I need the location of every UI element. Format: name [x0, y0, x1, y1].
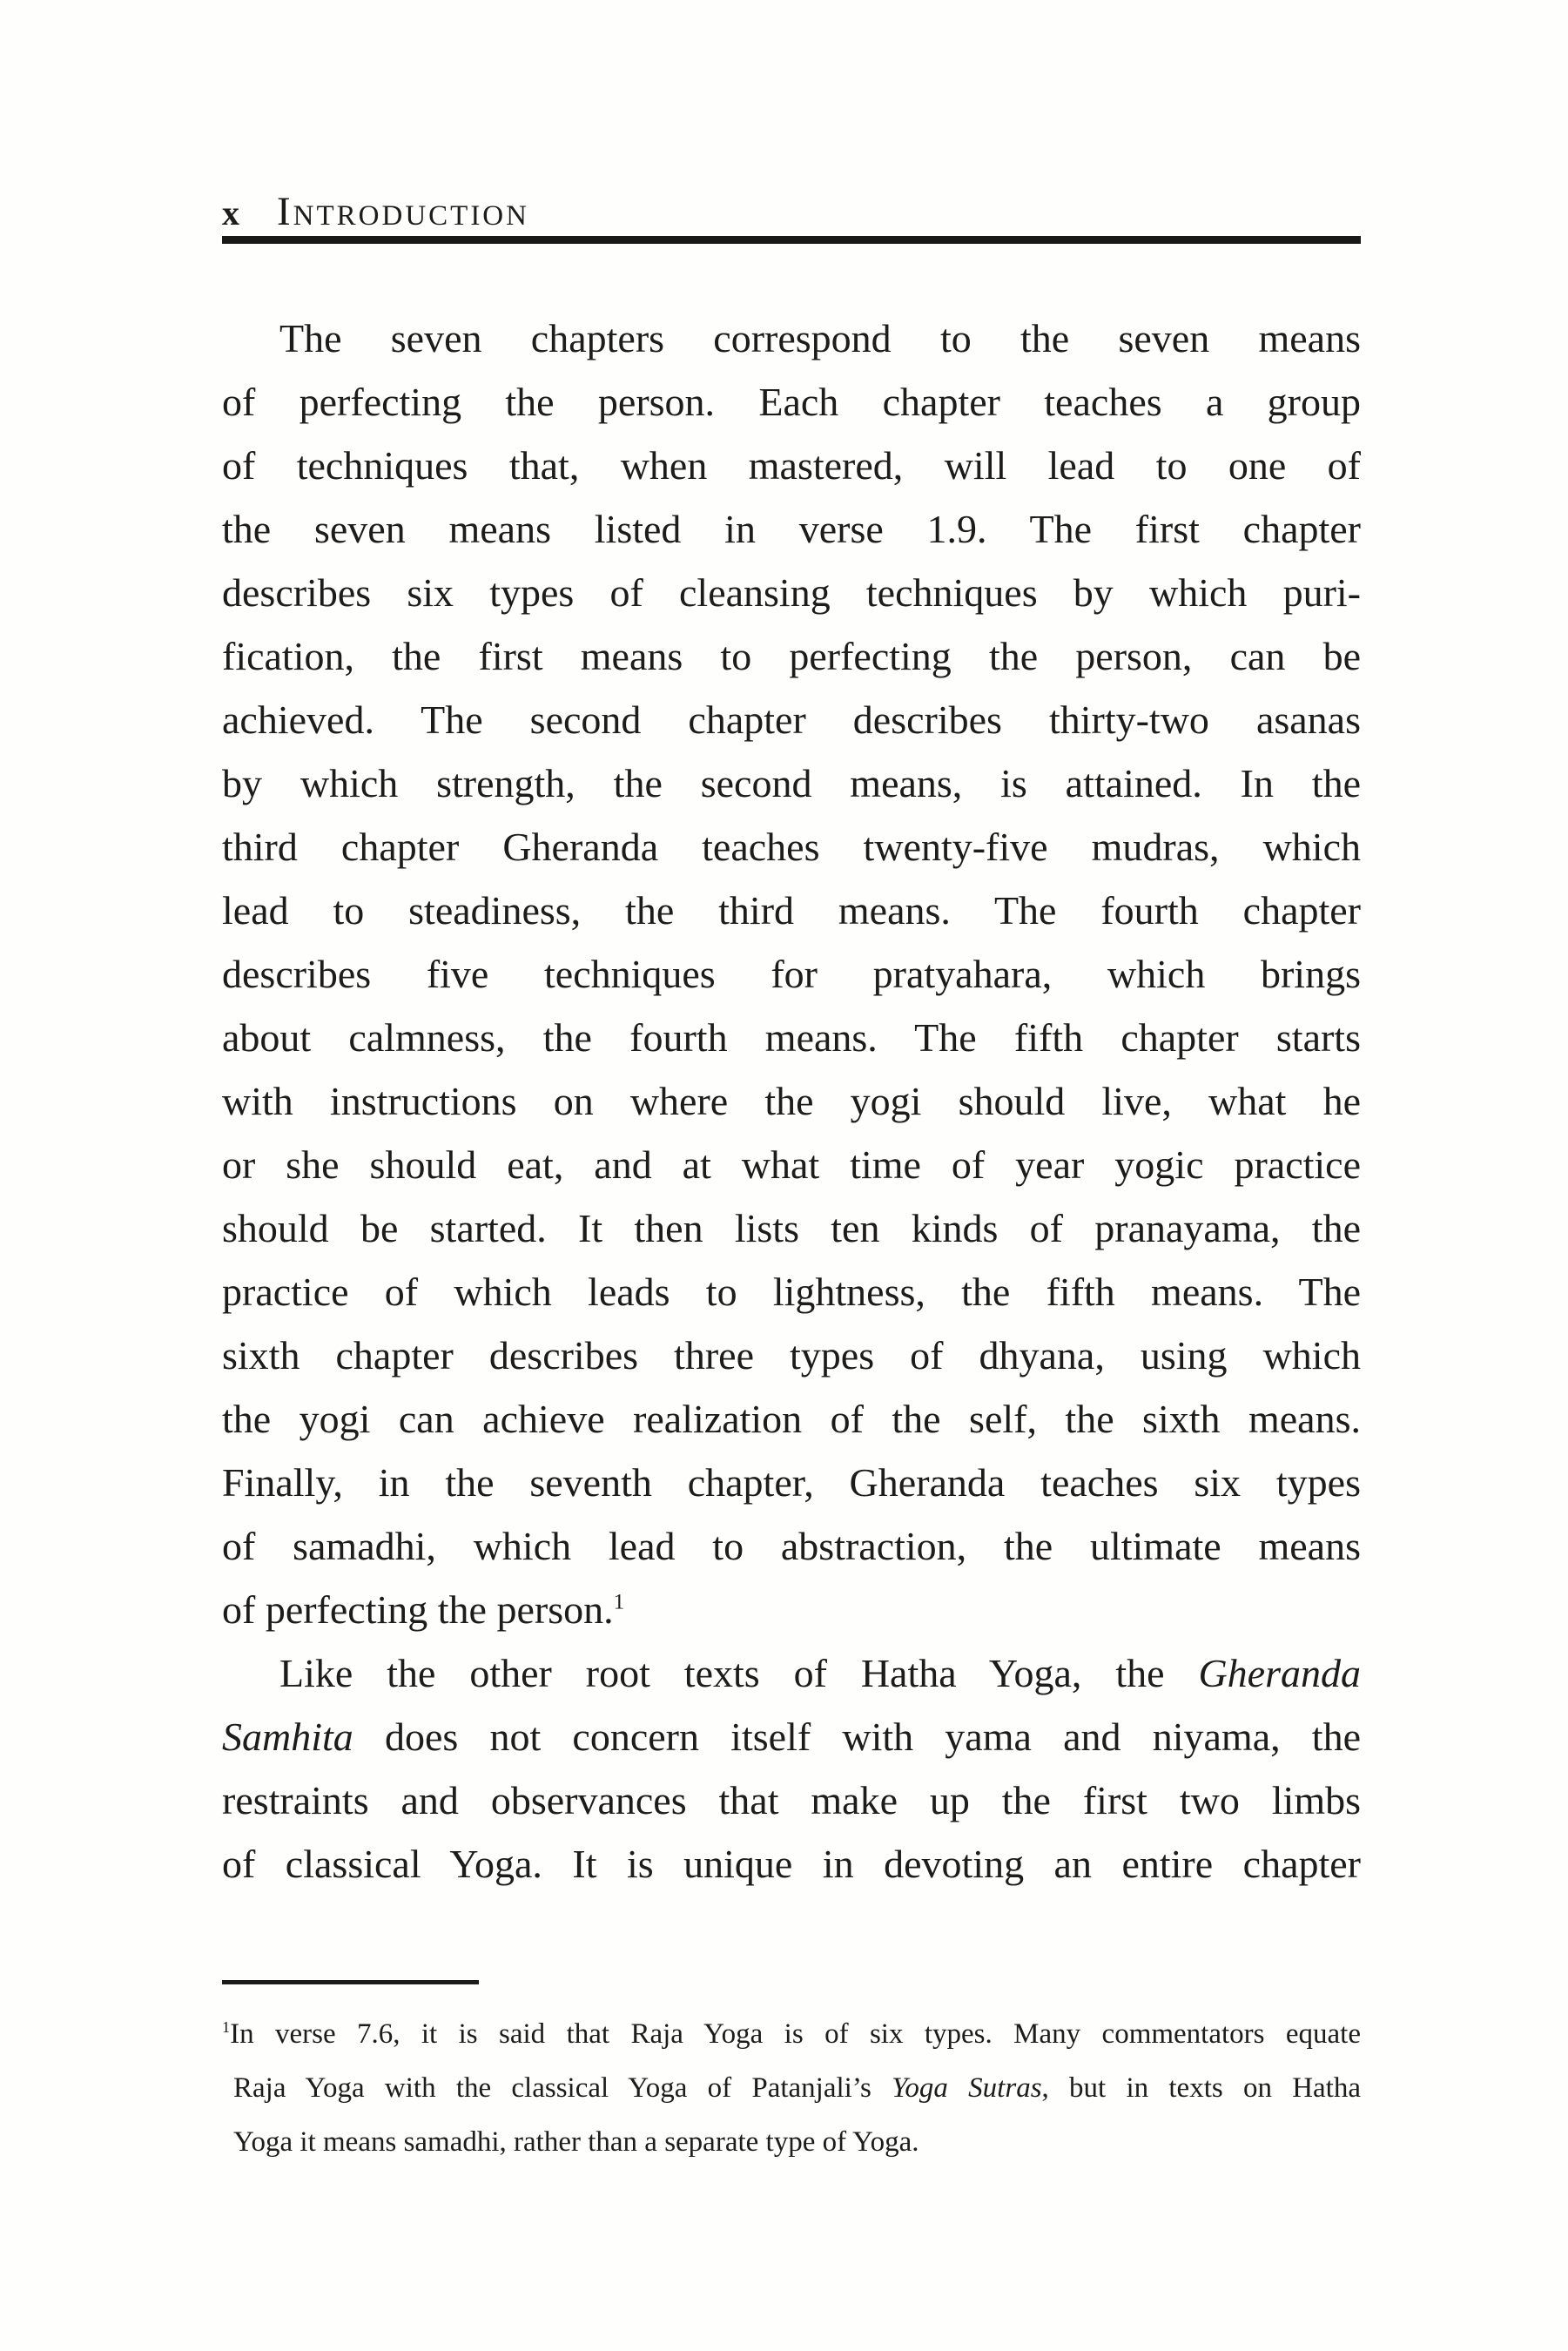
text-run: fication, the first means to perfecting the person, can be: [222, 634, 1361, 678]
text-run: sixth chapter describes three types of dhyana, using which: [222, 1333, 1361, 1378]
text-line: [222, 1451, 1361, 1514]
footnote-block: [222, 1980, 1361, 2169]
text-run: restraints and observances that make up the first two limbs: [222, 1778, 1361, 1822]
text-line: [222, 1006, 1361, 1069]
text-line: [222, 1578, 1361, 1641]
text-line: [222, 624, 1361, 688]
text-line: [222, 1324, 1361, 1387]
text-run: the seven means listed in verse 1.9. The first chapter: [222, 507, 1361, 551]
text-line: [222, 1832, 1361, 1896]
italic-text-run: Yoga Sutras: [892, 2072, 1042, 2104]
text-line: [222, 1387, 1361, 1451]
text-line: [222, 688, 1361, 751]
running-header-title: Introduction: [277, 189, 529, 234]
text-line: [222, 1196, 1361, 1260]
text-run: third chapter Gheranda teaches twenty-five mudras, which: [222, 825, 1361, 869]
superscript-footnote-marker: 1: [613, 1589, 625, 1614]
text-run: or she should eat, and at what time of year yogic practice: [222, 1142, 1361, 1187]
text-line: [222, 815, 1361, 879]
text-line: [222, 1641, 1361, 1705]
text-run: Like the other root texts of Hatha Yoga, the: [279, 1651, 1199, 1695]
header-rule: [222, 236, 1361, 244]
text-run: achieved. The second chapter describes thirty-two asanas: [222, 697, 1361, 742]
paragraph: [222, 1641, 1361, 1896]
text-run: of classical Yoga. It is unique in devoting an entire chapter: [222, 1842, 1361, 1886]
running-header: [222, 188, 1361, 244]
text-run: should be started. It then lists ten kinds of pranayama, the: [222, 1206, 1361, 1250]
text-line: [222, 2115, 1361, 2169]
text-run: Yoga it means samadhi, rather than a separate type of Yoga.: [233, 2126, 919, 2158]
text-line: [222, 434, 1361, 497]
page-number: x: [222, 193, 240, 232]
text-run: of samadhi, which lead to abstraction, the ultimate means: [222, 1524, 1361, 1568]
text-run: about calmness, the fourth means. The fifth chapter starts: [222, 1015, 1361, 1060]
text-line: [222, 370, 1361, 434]
text-run: Finally, in the seventh chapter, Gheranda teaches six types: [222, 1460, 1361, 1505]
text-line: [222, 1768, 1361, 1832]
text-line: [222, 751, 1361, 815]
text-run: with instructions on where the yogi should live, what he: [222, 1079, 1361, 1123]
text-run: does not concern itself with yama and niyama, the: [353, 1714, 1361, 1759]
text-run: The seven chapters correspond to the seven means: [279, 316, 1361, 360]
text-run: of perfecting the person.: [222, 1587, 614, 1632]
italic-text-run: Gheranda: [1198, 1651, 1361, 1695]
text-run: , but in texts on Hatha: [1041, 2072, 1361, 2104]
text-run: lead to steadiness, the third means. The fourth chapter: [222, 888, 1361, 933]
footnote-rule: [222, 1980, 479, 1984]
text-line: [222, 561, 1361, 624]
text-line: [222, 1133, 1361, 1196]
text-run: the yogi can achieve realization of the self, the sixth means.: [222, 1397, 1361, 1441]
text-run: Raja Yoga with the classical Yoga of Patanjali’s: [233, 2072, 892, 2104]
body-text: [222, 307, 1361, 1896]
italic-text-run: Samhita: [222, 1714, 353, 1759]
text-line: [222, 2007, 1361, 2061]
text-line: [222, 307, 1361, 370]
text-line: [222, 1260, 1361, 1324]
footnote-text: [222, 2007, 1361, 2169]
text-line: [222, 1514, 1361, 1578]
running-header-row: [222, 188, 1361, 233]
text-line: [222, 942, 1361, 1006]
text-run: describes six types of cleansing techniques by which puri-: [222, 570, 1361, 615]
text-line: [222, 2061, 1361, 2115]
text-run: of techniques that, when mastered, will lead to one of: [222, 443, 1361, 488]
text-run: by which strength, the second means, is attained. In the: [222, 761, 1361, 805]
text-line: [222, 1069, 1361, 1133]
text-run: practice of which leads to lightness, the fifth means. The: [222, 1270, 1361, 1314]
text-line: [222, 879, 1361, 942]
paragraph: [222, 307, 1361, 1641]
text-run: In verse 7.6, it is said that Raja Yoga is of six types. Many commentators equate: [230, 2018, 1361, 2050]
text-line: [222, 1705, 1361, 1768]
text-run: of perfecting the person. Each chapter teaches a group: [222, 380, 1361, 424]
text-line: [222, 497, 1361, 561]
text-run: describes five techniques for pratyahara, which brings: [222, 952, 1361, 996]
superscript-footnote-marker: 1: [222, 2018, 231, 2036]
